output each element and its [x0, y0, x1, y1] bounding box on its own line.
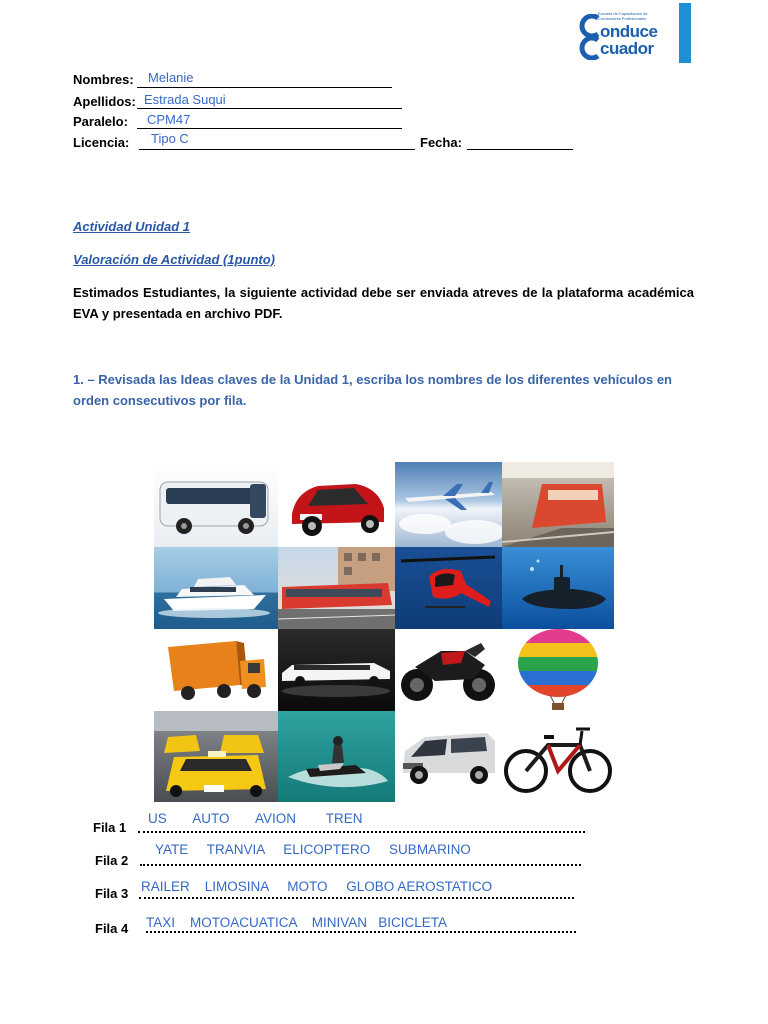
- fila-3-dotted-line: [139, 897, 574, 899]
- fila-2-answer[interactable]: YATE TRANVIA ELICOPTERO SUBMARINO: [155, 842, 471, 857]
- truck-image: [154, 629, 278, 711]
- paralelo-value[interactable]: CPM47: [147, 112, 191, 127]
- apellidos-label: Apellidos:: [73, 94, 136, 109]
- fila-2-label: Fila 2: [95, 853, 129, 868]
- bicycle-image: [502, 711, 614, 802]
- activity-title: Actividad Unidad 1: [73, 219, 191, 234]
- nombres-value[interactable]: Melanie: [148, 70, 194, 85]
- motorcycle-image: [395, 629, 502, 711]
- fila-1-label: Fila 1: [93, 820, 127, 835]
- question-1: 1. – Revisada las Ideas claves de la Unidad 1, escriba los nombres de los diferentes vehículos en orden consecutivos por fila.: [73, 372, 672, 408]
- train-image: [502, 462, 614, 547]
- helicopter-image: [395, 547, 502, 629]
- bus-image: [154, 462, 278, 547]
- logo-word-conduce: onduce: [600, 22, 658, 41]
- vehicle-image-grid: [154, 462, 614, 802]
- school-logo: [578, 12, 678, 62]
- fila-4-dotted-line: [146, 931, 576, 933]
- licencia-line: [139, 149, 415, 150]
- logo-tagline: Escuela de Capacitación de Conductores Profesionales: [598, 11, 648, 21]
- submarine-image: [502, 547, 614, 629]
- activity-valoracion: Valoración de Actividad (1punto): [73, 252, 276, 267]
- hot-air-balloon-image: [502, 629, 614, 711]
- airplane-image: [395, 462, 502, 547]
- nombres-line: [137, 87, 392, 88]
- paralelo-line: [137, 128, 402, 129]
- fecha-label: Fecha:: [420, 135, 462, 150]
- fila-2-dotted-line: [140, 864, 581, 866]
- logo-word-ecuador: cuador: [600, 39, 654, 58]
- fila-4-answer[interactable]: TAXI MOTOACUATICA MINIVAN BICICLETA: [146, 915, 448, 930]
- fila-3-answer[interactable]: RAILER LIMOSINA MOTO GLOBO AEROSTATICO: [141, 879, 493, 894]
- fila-1-dotted-line: [138, 831, 585, 833]
- licencia-value[interactable]: Tipo C: [151, 131, 189, 146]
- logo-accent-bar: [679, 3, 691, 63]
- yacht-image: [154, 547, 278, 629]
- fila-1-answer[interactable]: US AUTO AVION TREN: [148, 811, 363, 826]
- nombres-label: Nombres:: [73, 72, 134, 87]
- fila-3-label: Fila 3: [95, 886, 129, 901]
- fecha-line: [467, 149, 573, 150]
- paralelo-label: Paralelo:: [73, 114, 128, 129]
- taxi-image: [154, 711, 278, 802]
- activity-instructions: Estimados Estudiantes, la siguiente actividad debe ser enviada atreves de la plataforma académica EVA y presentada en archivo PDF.: [73, 285, 694, 321]
- licencia-label: Licencia:: [73, 135, 130, 150]
- fila-4-label: Fila 4: [95, 921, 129, 936]
- tram-image: [278, 547, 395, 629]
- minivan-image: [395, 711, 502, 802]
- car-image: [278, 462, 395, 547]
- apellidos-value[interactable]: Estrada Suqui: [144, 92, 226, 107]
- limousine-image: [278, 629, 395, 711]
- jet-ski-image: [278, 711, 395, 802]
- apellidos-line: [137, 108, 402, 109]
